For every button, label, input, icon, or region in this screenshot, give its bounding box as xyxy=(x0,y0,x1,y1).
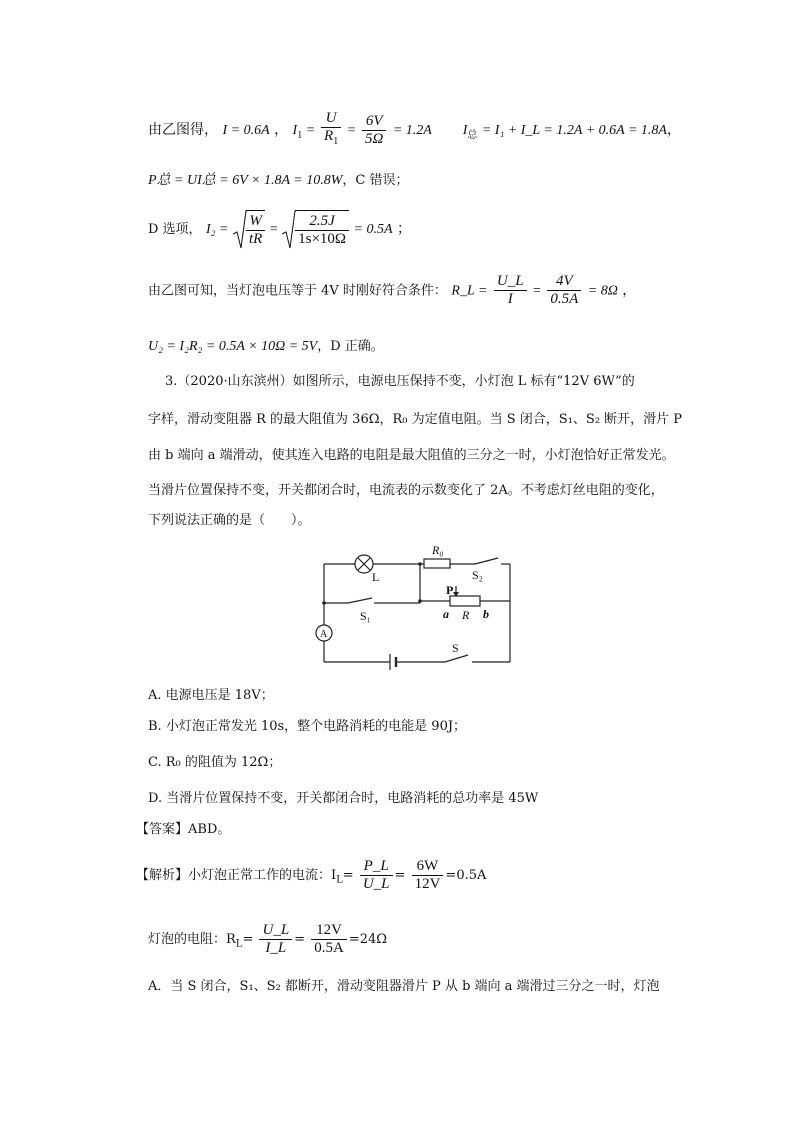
analysis-l1-text: 小灯泡正常工作的电流：I xyxy=(188,868,337,883)
frac-den: 12V xyxy=(414,876,441,892)
line-4-suffix: ， xyxy=(622,282,637,299)
sqrt-values xyxy=(282,210,349,248)
analysis-l1-result: =0.5A xyxy=(445,868,487,883)
analysis-line-3: A．当 S 闭合，S₁、S₂ 都断开，滑动变阻器滑片 P 从 b 端向 a 端滑过三分之一时，灯泡 xyxy=(148,979,660,994)
analysis-l2-text: 灯泡的电阻：R xyxy=(148,932,236,947)
analysis-line-2: 灯泡的电阻：$R_L=$ $\frac{U\_L}{I\_L}$ = $\frac{12V}{0.5A}$ =24Ω xyxy=(148,922,388,956)
line-1-eq1: I = 0.6A xyxy=(222,123,270,138)
frac-den: 5Ω xyxy=(365,130,384,147)
frac-num: 6W xyxy=(412,858,444,876)
fraction-pl-over-ul xyxy=(360,858,393,893)
line-3-prefix: D 选项， xyxy=(148,222,202,237)
line-1-eq3-rhs: = I₁ + I_L = 1.2A + 0.6A = 1.8A xyxy=(481,123,667,138)
resistor-r0-icon xyxy=(424,559,450,568)
circuit-diagram xyxy=(300,540,520,670)
line-3-suffix: ； xyxy=(396,221,411,237)
frac-num: 6V xyxy=(362,113,386,131)
label-lamp: L xyxy=(372,570,380,584)
frac-num: P_L xyxy=(360,858,393,876)
frac-den: 1s×10Ω xyxy=(298,231,347,247)
label-s2: S₂ xyxy=(472,568,483,582)
battery-icon xyxy=(390,654,396,670)
line-4-lhs: R_L = xyxy=(451,283,488,299)
frac-num: U_L xyxy=(494,273,527,291)
line-1-eq2-result: = 1.2A xyxy=(392,123,432,138)
frac-den: tR xyxy=(248,231,263,247)
fraction-u-over-r1 xyxy=(321,110,341,150)
frac-den: 0.5A xyxy=(550,291,579,307)
answer: 【答案】ABD。 xyxy=(136,822,231,837)
question-line-1: 3.（2020·山东滨州）如图所示，电源电压保持不变，小灯泡 L 标有“12V 6W”的 xyxy=(165,374,635,389)
solution-line-1: 由乙图得， I = 0.6A ， $I_1$ = $\frac{U}{R_1}$ = $\frac{6V}{5\Omega}$ = 1.2A $I_总 = I_1$ + I_L = 1.2A + 0.6A = 1.8A， xyxy=(148,110,681,150)
line-1-eq2-sub: 1 xyxy=(297,129,303,141)
frac-den: R xyxy=(324,128,334,144)
label-r: R xyxy=(462,608,470,622)
fraction-ul-over-il xyxy=(259,922,292,957)
frac-den-sub: 1 xyxy=(333,136,339,147)
frac-num: U xyxy=(321,110,341,128)
line-2-eq: P总 = UI总 = 6V × 1.8A = 10.8W xyxy=(148,173,343,188)
line-1-eq3-sub: 总 xyxy=(467,129,478,141)
analysis-l1-sub: L xyxy=(336,874,343,886)
solution-line-4: 由乙图可知，当灯泡电压等于 4V 时刚好符合条件： R_L = $\frac{U\_L}{I}$ = $\frac{4V}{0.5A}$ = 8Ω ， xyxy=(148,273,637,307)
radical-sign-icon xyxy=(233,210,247,250)
frac-den: I_L xyxy=(265,940,287,956)
option-b: B. 小灯泡正常发光 10s，整个电路消耗的电能是 90J； xyxy=(148,719,467,734)
frac-den: I xyxy=(507,291,513,307)
label-s: S xyxy=(452,641,459,655)
fraction-6w-over-12v xyxy=(412,858,444,893)
line-5-eq: U₂ = I₂R₂ = 0.5A × 10Ω = 5V xyxy=(148,339,318,354)
frac-num: 2.5J xyxy=(295,213,349,231)
solution-line-5 xyxy=(148,336,384,357)
radical-sign-icon xyxy=(282,210,296,250)
label-b: b xyxy=(483,607,489,621)
analysis-l2-sub: L xyxy=(235,938,243,950)
line-4-result: = 8Ω xyxy=(587,283,618,299)
option-d: D. 当滑片位置保持不变，开关都闭合时，电路消耗的总功率是 45W xyxy=(148,791,539,806)
fraction-6v-over-5ohm xyxy=(362,113,386,148)
label-r0: R₀ xyxy=(432,543,444,557)
label-s1: S₁ xyxy=(360,609,371,623)
label-p: P xyxy=(446,583,454,597)
line-1-eq3: I xyxy=(462,123,468,138)
line-2-suffix: ，C 错误； xyxy=(342,173,409,188)
line-3-lhs: I₂ = xyxy=(206,222,229,237)
frac-den: U_L xyxy=(362,876,390,892)
fraction-12v-over-05a xyxy=(311,922,347,957)
line-4-prefix: 由乙图可知，当灯泡电压等于 4V 时刚好符合条件： xyxy=(148,283,447,299)
line-1-eq2-lhs: I xyxy=(292,123,298,138)
frac-num: 12V xyxy=(311,922,347,940)
solution-line-3: D 选项， I₂ = $\frac{W}{tR}$ = $\frac{2.5J}{1s\times 10\Omega}$ = 0.5A ； xyxy=(148,210,411,256)
line-3-result: = 0.5A xyxy=(353,222,393,237)
frac-num: W xyxy=(246,213,265,231)
question-line-2: 字样，滑动变阻器 R 的最大阻值为 36Ω，R₀ 为定值电阻。当 S 闭合，S₁、S₂ 断开，滑片 P xyxy=(148,412,683,427)
question-line-5: 下列说法正确的是（ ）。 xyxy=(148,513,311,528)
sqrt-w-over-tr xyxy=(233,210,265,248)
fraction-4v-over-05a xyxy=(547,273,581,308)
frac-den: 0.5A xyxy=(314,940,344,956)
option-c: C. R₀ 的阻值为 12Ω； xyxy=(148,755,282,770)
rheostat-icon xyxy=(450,596,480,606)
analysis-line-1: 【解析】小灯泡正常工作的电流：$I_L=$ $\frac{P\_L}{U\_L}$ = $\frac{6W}{12V}$ =0.5A xyxy=(136,858,487,892)
fraction-ul-over-i xyxy=(494,273,527,308)
option-a: A. 电源电压是 18V； xyxy=(148,688,274,703)
analysis-l2-result: =24Ω xyxy=(348,932,388,947)
label-ammeter: A xyxy=(320,629,328,640)
label-a: a xyxy=(443,607,449,621)
lamp-icon xyxy=(355,555,373,573)
analysis-head: 【解析】 xyxy=(136,868,189,883)
frac-num: 4V xyxy=(547,273,581,291)
solution-line-2 xyxy=(148,170,408,191)
line-5-suffix: ，D 正确。 xyxy=(317,339,384,354)
question-line-4: 当滑片位置保持不变，开关都闭合时，电流表的示数变化了 2A。不考虑灯丝电阻的变化， xyxy=(148,483,664,498)
question-line-3: 由 b 端向 a 端滑动，使其连入电路的电阻是最大阻值的三分之一时，小灯泡恰好正常发光。 xyxy=(148,448,675,463)
frac-num: U_L xyxy=(259,922,292,940)
line-1-prefix: 由乙图得， xyxy=(148,122,218,138)
